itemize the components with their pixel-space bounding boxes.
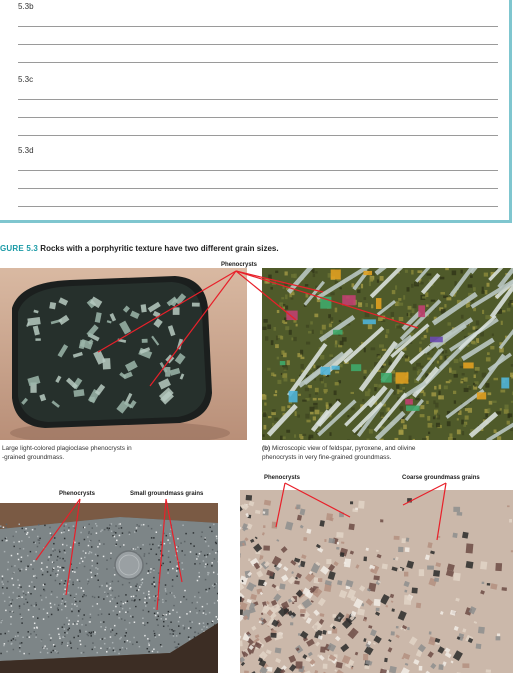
answer-line[interactable] xyxy=(18,170,498,171)
photo-granite xyxy=(240,490,513,673)
answer-line[interactable] xyxy=(18,188,498,189)
question-label-5-3b: 5.3b xyxy=(18,2,34,11)
answer-line[interactable] xyxy=(18,135,498,136)
label-phenocrysts-c: Phenocrysts xyxy=(59,491,96,497)
answer-line[interactable] xyxy=(18,26,498,27)
photo-thin-section xyxy=(262,268,513,440)
answer-line[interactable] xyxy=(18,206,498,207)
photo-outcrop xyxy=(0,503,218,673)
label-phenocrysts-d: Phenocrysts xyxy=(264,475,301,481)
answer-line[interactable] xyxy=(18,99,498,100)
caption-panel-a: Large light-colored plagioclase phenocrysts in -grained groundmass. xyxy=(2,445,132,461)
question-label-5-3c: 5.3c xyxy=(18,75,34,84)
label-groundmass-c: Small groundmass grains xyxy=(130,491,204,497)
caption-panel-b: (b) Microscopic view of feldspar, pyroxene, and olivine phenocrysts in very fine-grained groundmass. xyxy=(262,445,416,461)
answer-line[interactable] xyxy=(18,117,498,118)
photo-hand-sample xyxy=(0,268,247,440)
answer-box xyxy=(0,0,512,223)
answer-line[interactable] xyxy=(18,62,498,63)
label-phenocrysts-b: Phenocrysts xyxy=(221,262,258,268)
answer-line[interactable] xyxy=(18,44,498,45)
figure-title: Rocks with a porphyritic texture have two different grain sizes. xyxy=(40,244,279,253)
label-groundmass-d: Coarse groundmass grains xyxy=(402,475,480,481)
figure-caption xyxy=(0,244,279,253)
question-label-5-3d: 5.3d xyxy=(18,146,34,155)
figure-number: GURE 5.3 xyxy=(0,244,39,253)
